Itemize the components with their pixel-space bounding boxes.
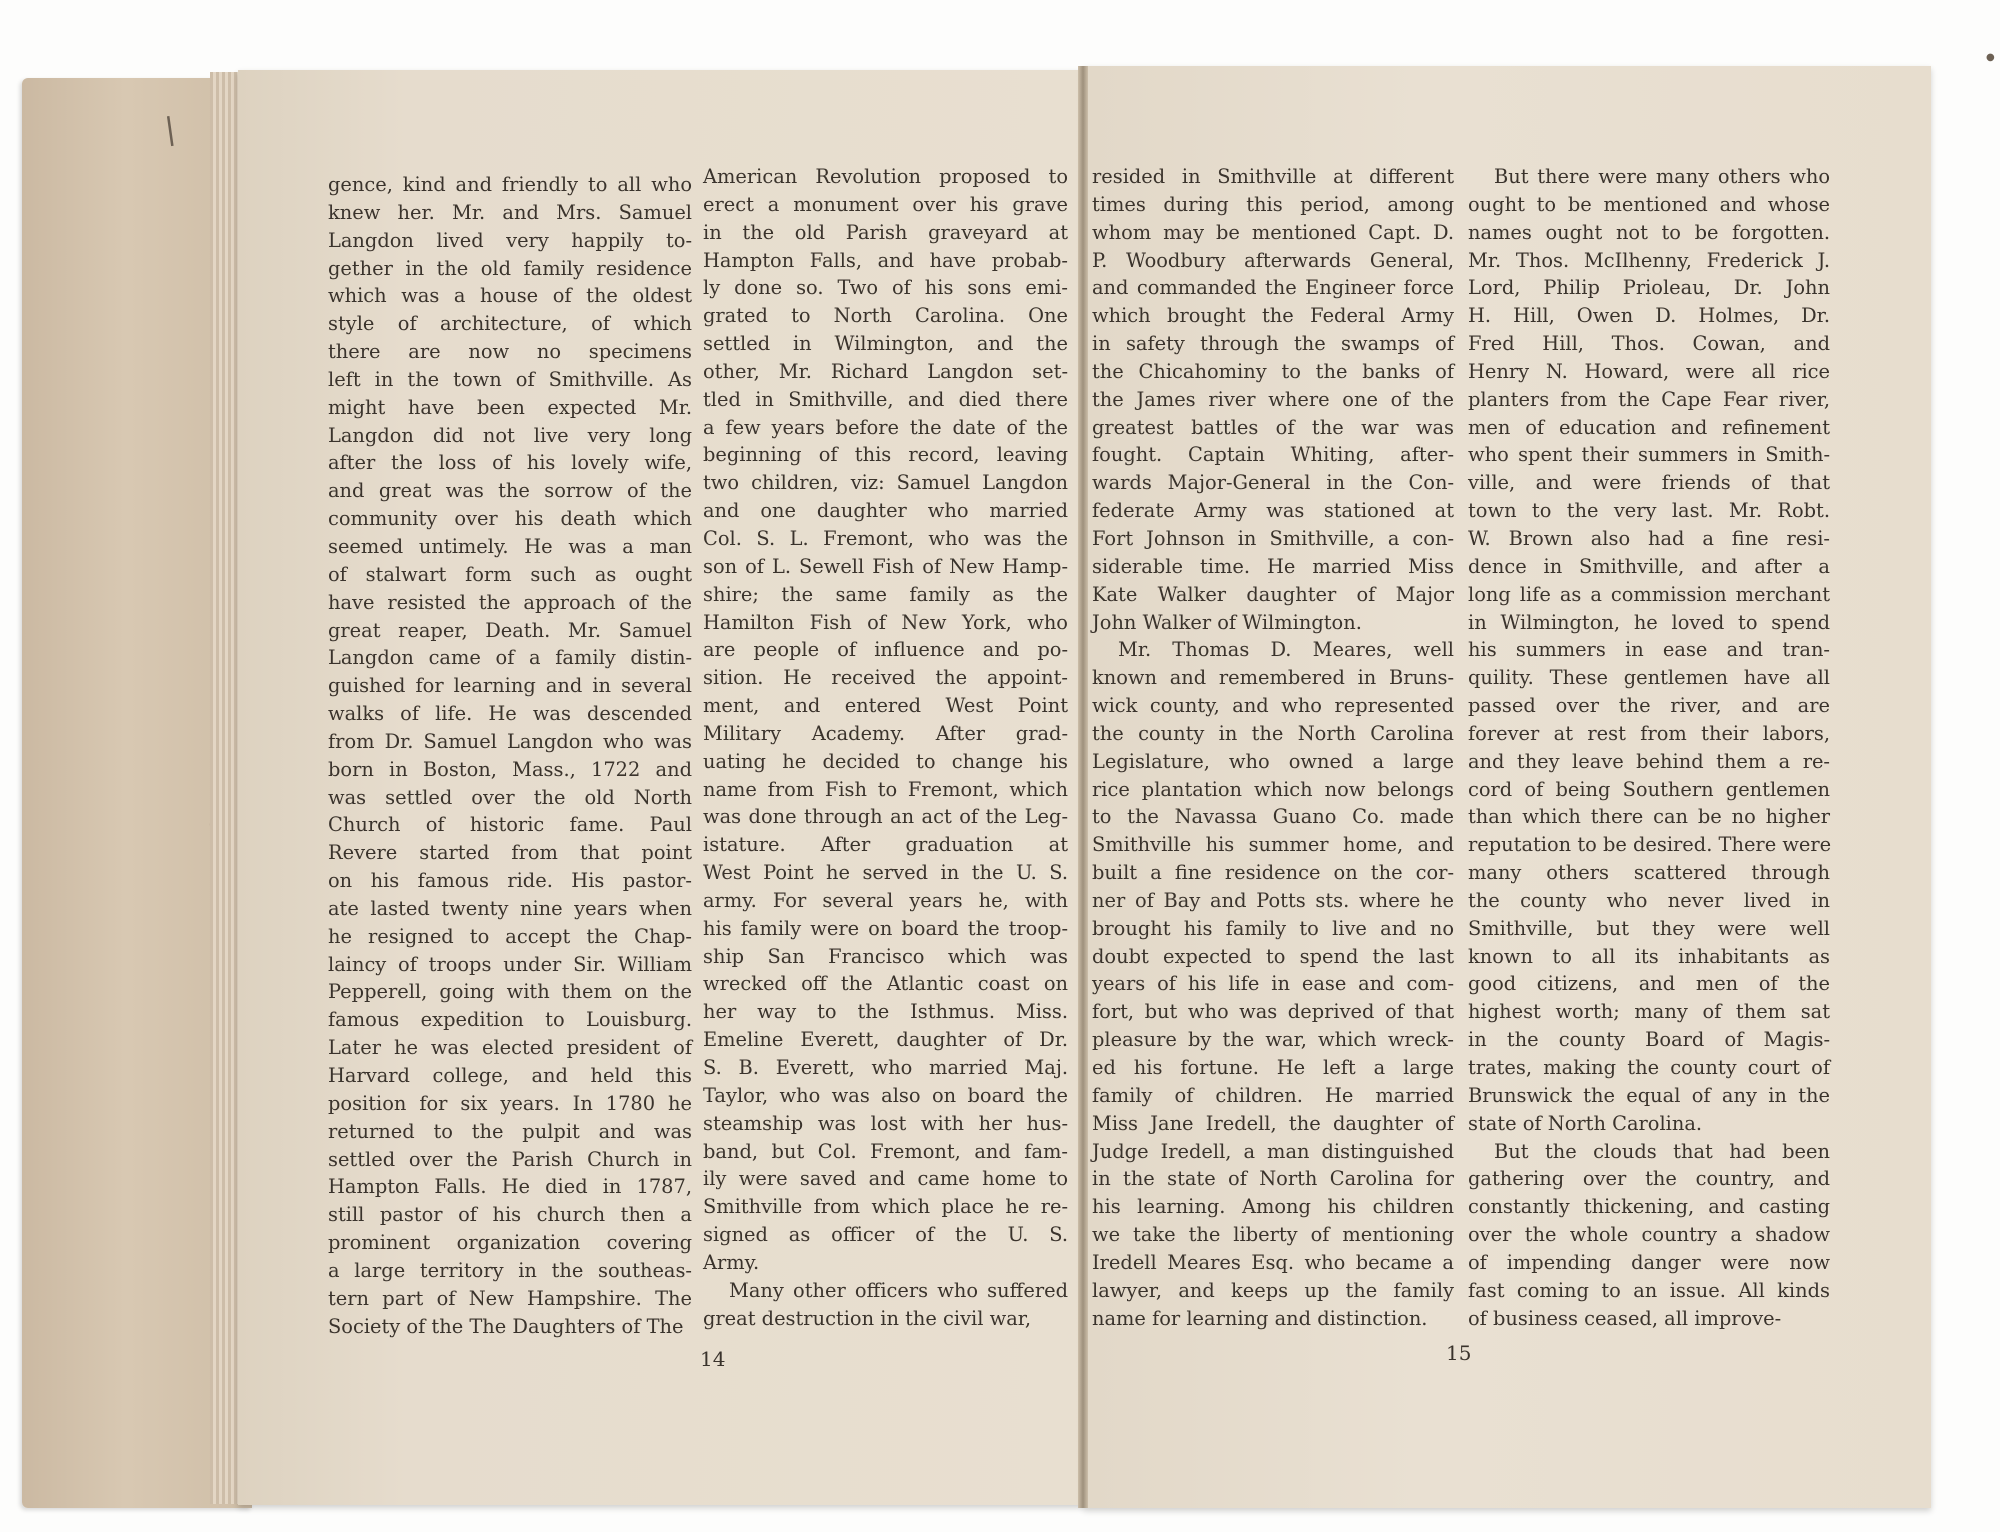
text-line: Judge Iredell, a man distinguished: [1092, 1139, 1454, 1163]
page-number-left: 14: [700, 1347, 726, 1371]
text-line: he resigned to accept the Chap-: [328, 924, 692, 948]
text-line: erect a monument over his grave: [703, 192, 1068, 216]
text-line: pleasure by the war, which wreck-: [1092, 1028, 1454, 1052]
right-page-column-1: [1092, 163, 1454, 1332]
text-line: Army.: [703, 1250, 760, 1274]
text-line: tled in Smithville, and died there: [703, 387, 1068, 411]
text-line: ed his fortune. He left a large: [1092, 1056, 1454, 1079]
text-line: and they leave behind them a re-: [1468, 749, 1830, 773]
text-line: American Revolution proposed to: [703, 165, 1068, 188]
text-line: lawyer, and keeps up the family: [1092, 1278, 1454, 1302]
text-line: of impending danger were now: [1468, 1250, 1830, 1274]
text-line: Lord, Philip Prioleau, Dr. John: [1468, 276, 1830, 300]
text-line: Miss Jane Iredell, the daughter of: [1092, 1111, 1454, 1135]
text-line: Pepperell, going with them on the: [328, 980, 692, 1004]
text-line: the Chicahominy to the banks of: [1092, 359, 1454, 383]
text-line: known and remembered in Bruns-: [1092, 666, 1454, 690]
text-line: and great was the sorrow of the: [328, 479, 692, 503]
text-line: walks of life. He was descended: [328, 702, 692, 726]
text-line: town to the very last. Mr. Robt.: [1468, 499, 1830, 523]
text-line: planters from the Cape Fear river,: [1468, 387, 1830, 411]
text-line: Col. S. L. Fremont, who was the: [703, 526, 1068, 550]
text-line: fast coming to an issue. All kinds: [1468, 1278, 1830, 1302]
text-line: state of North Carolina.: [1468, 1111, 1703, 1135]
text-line: fought. Captain Whiting, after-: [1092, 443, 1454, 467]
text-line: the county in the North Carolina: [1092, 721, 1454, 745]
text-line: shire; the same family as the: [703, 582, 1068, 606]
text-line: the James river where one of the: [1092, 387, 1454, 411]
text-line: ought to be mentioned and whose: [1468, 192, 1830, 216]
text-line: his family were on board the troop-: [703, 916, 1068, 940]
text-line: family of children. He married: [1092, 1083, 1454, 1107]
text-line: born in Boston, Mass., 1722 and: [328, 757, 692, 781]
text-line: left in the town of Smithville. As: [328, 367, 692, 391]
page-number-right: 15: [1446, 1341, 1472, 1365]
text-line: settled in Wilmington, and the: [703, 332, 1068, 356]
text-line: position for six years. In 1780 he: [328, 1091, 692, 1115]
text-line: Hampton Falls, and have probab-: [703, 248, 1068, 272]
text-line: names ought not to be forgotten.: [1468, 220, 1830, 244]
text-line: Smithville his summer home, and: [1092, 833, 1454, 857]
text-line: his learning. Among his children: [1092, 1195, 1454, 1219]
text-line: was settled over the old North: [328, 785, 692, 809]
text-line: we take the liberty of mentioning: [1092, 1223, 1454, 1247]
text-line: Fred Hill, Thos. Cowan, and: [1468, 332, 1830, 356]
text-line: which brought the Federal Army: [1092, 304, 1454, 328]
text-line: But there were many others who: [1494, 165, 1830, 188]
text-line: the county who never lived in: [1468, 888, 1830, 912]
text-line: whom may be mentioned Capt. D.: [1092, 220, 1454, 244]
text-line: and commanded the Engineer force: [1092, 276, 1454, 300]
text-line: grated to North Carolina. One: [703, 304, 1068, 328]
text-line: Emeline Everett, daughter of Dr.: [703, 1028, 1068, 1052]
text-line: was done through an act of the Leg-: [703, 805, 1068, 829]
text-line: which was a house of the oldest: [328, 284, 692, 308]
text-line: name for learning and distinction.: [1092, 1306, 1428, 1330]
text-line: ate lasted twenty nine years when: [328, 896, 692, 920]
text-line: built a fine residence on the cor-: [1092, 861, 1454, 885]
text-line: rice plantation which now belongs: [1092, 777, 1454, 801]
text-line: ily were saved and came home to: [703, 1167, 1068, 1191]
text-line: ment, and entered West Point: [703, 694, 1068, 718]
text-line: Legislature, who owned a large: [1092, 749, 1454, 773]
text-line: Mr. Thomas D. Meares, well: [1118, 638, 1454, 662]
text-line: seemed untimely. He was a man: [328, 534, 692, 558]
text-line: But the clouds that had been: [1494, 1139, 1830, 1163]
text-line: name from Fish to Fremont, which: [703, 777, 1068, 801]
text-line: Revere started from that point: [328, 841, 692, 865]
text-line: long life as a commission merchant: [1468, 582, 1830, 606]
text-line: gathering over the country, and: [1468, 1167, 1830, 1191]
text-line: good citizens, and men of the: [1468, 972, 1830, 996]
text-line: still pastor of his church then a: [328, 1203, 692, 1227]
text-line: men of education and refinement: [1468, 415, 1830, 439]
text-line: there are now no specimens: [328, 340, 692, 364]
text-line: Kate Walker daughter of Major: [1092, 582, 1454, 606]
text-line: have resisted the approach of the: [328, 590, 692, 614]
text-line: in the state of North Carolina for: [1092, 1167, 1454, 1191]
text-line: knew her. Mr. and Mrs. Samuel: [328, 200, 692, 224]
text-line: ner of Bay and Potts sts. where he: [1092, 888, 1454, 912]
text-line: signed as officer of the U. S.: [703, 1223, 1068, 1247]
text-line: great destruction in the civil war,: [703, 1306, 1032, 1330]
text-line: returned to the pulpit and was: [328, 1119, 692, 1143]
text-line: cord of being Southern gentlemen: [1468, 777, 1830, 801]
text-line: brought his family to live and no: [1092, 916, 1454, 940]
text-line: Iredell Meares Esq. who became a: [1092, 1250, 1454, 1274]
text-line: Military Academy. After grad-: [703, 721, 1068, 745]
text-line: H. Hill, Owen D. Holmes, Dr.: [1468, 304, 1830, 328]
text-line: John Walker of Wilmington.: [1092, 610, 1362, 634]
text-line: beginning of this record, leaving: [703, 443, 1068, 467]
text-line: famous expedition to Louisburg.: [328, 1008, 692, 1032]
text-line: istature. After graduation at: [703, 833, 1068, 857]
text-line: tern part of New Hampshire. The: [328, 1286, 692, 1310]
text-line: wick county, and who represented: [1092, 694, 1454, 718]
text-line: federate Army was stationed at: [1092, 499, 1454, 523]
text-line: Hampton Falls. He died in 1787,: [328, 1175, 692, 1199]
text-line: after the loss of his lovely wife,: [328, 451, 692, 475]
text-line: sition. He received the appoint-: [703, 666, 1068, 690]
text-line: Smithville, but they were well: [1468, 916, 1830, 940]
text-line: to the Navassa Guano Co. made: [1092, 805, 1454, 829]
text-line: other, Mr. Richard Langdon set-: [703, 359, 1068, 383]
left-page-column-2: [703, 163, 1068, 1332]
text-line: community over his death which: [328, 507, 692, 531]
text-line: highest worth; many of them sat: [1468, 1000, 1830, 1024]
text-line: many others scattered through: [1468, 861, 1830, 885]
text-line: than which there can be no higher: [1468, 805, 1830, 829]
text-line: ville, and were friends of that: [1468, 471, 1830, 495]
text-line: Langdon lived very happily to-: [328, 228, 692, 252]
text-line: her way to the Isthmus. Miss.: [703, 1000, 1068, 1024]
text-line: Many other officers who suffered: [729, 1278, 1068, 1302]
text-line: dence in Smithville, and after a: [1468, 554, 1830, 578]
text-line: son of L. Sewell Fish of New Hamp-: [703, 554, 1068, 578]
text-line: constantly thickening, and casting: [1468, 1195, 1830, 1219]
text-line: prominent organization covering: [328, 1231, 692, 1255]
text-line: over the whole country a shadow: [1468, 1223, 1830, 1247]
text-line: greatest battles of the war was: [1092, 415, 1454, 439]
text-line: gence, kind and friendly to all who: [328, 173, 692, 196]
text-line: army. For several years he, with: [703, 888, 1068, 912]
text-line: Brunswick the equal of any in the: [1468, 1083, 1830, 1107]
text-line: uating he decided to change his: [703, 749, 1068, 773]
text-line: of stalwart form such as ought: [328, 562, 692, 586]
text-line: Fort Johnson in Smithville, a con-: [1092, 526, 1454, 550]
text-line: West Point he served in the U. S.: [703, 861, 1068, 885]
text-line: ship San Francisco which was: [703, 944, 1068, 968]
text-line: Church of historic fame. Paul: [328, 813, 692, 837]
text-line: Henry N. Howard, were all rice: [1468, 359, 1830, 383]
text-line: ly done so. Two of his sons emi-: [703, 276, 1068, 300]
left-page-column-1: [328, 171, 692, 1340]
text-line: wrecked off the Atlantic coast on: [703, 972, 1068, 996]
text-line: Mr. Thos. McIlhenny, Frederick J.: [1468, 248, 1830, 272]
text-line: in safety through the swamps of: [1092, 332, 1454, 356]
text-line: who spent their summers in Smith-: [1468, 443, 1830, 467]
text-line: band, but Col. Fremont, and fam-: [703, 1139, 1068, 1163]
text-line: his summers in ease and tran-: [1468, 638, 1830, 662]
text-line: Smithville from which place he re-: [703, 1195, 1068, 1219]
text-line: Langdon came of a family distin-: [328, 646, 692, 670]
text-line: and one daughter who married: [703, 499, 1068, 523]
text-line: doubt expected to spend the last: [1092, 944, 1454, 968]
text-line: Hamilton Fish of New York, who: [703, 610, 1068, 634]
text-line: gether in the old family residence: [328, 256, 692, 280]
text-line: on his famous ride. His pastor-: [328, 869, 692, 893]
text-line: settled over the Parish Church in: [328, 1147, 692, 1171]
text-line: siderable time. He married Miss: [1092, 554, 1454, 578]
text-line: great reaper, Death. Mr. Samuel: [328, 618, 692, 642]
text-line: trates, making the county court of: [1468, 1056, 1830, 1079]
text-line: might have been expected Mr.: [328, 395, 692, 419]
text-line: in Wilmington, he loved to spend: [1468, 610, 1830, 634]
text-line: wards Major-General in the Con-: [1092, 471, 1454, 495]
text-line: Later he was elected president of: [328, 1036, 692, 1060]
text-line: P. Woodbury afterwards General,: [1092, 248, 1454, 272]
text-line: W. Brown also had a fine resi-: [1468, 526, 1830, 550]
text-line: known to all its inhabitants as: [1468, 944, 1830, 968]
text-line: are people of influence and po-: [703, 638, 1068, 662]
text-line: years of his life in ease and com-: [1092, 972, 1454, 996]
text-line: two children, viz: Samuel Langdon: [703, 471, 1068, 495]
text-line: forever at rest from their labors,: [1468, 721, 1830, 745]
text-line: passed over the river, and are: [1468, 694, 1830, 718]
text-line: from Dr. Samuel Langdon who was: [328, 729, 692, 753]
text-line: S. B. Everett, who married Maj.: [703, 1056, 1068, 1079]
text-line: fort, but who was deprived of that: [1092, 1000, 1454, 1024]
text-line: style of architecture, of which: [328, 312, 692, 336]
text-line: guished for learning and in several: [328, 674, 692, 698]
text-line: quility. These gentlemen have all: [1468, 666, 1830, 690]
text-line: Society of the The Daughters of The: [328, 1314, 684, 1338]
text-line: in the old Parish graveyard at: [703, 220, 1068, 244]
text-line: a large territory in the southeas-: [328, 1258, 692, 1282]
text-line: Langdon did not live very long: [328, 423, 692, 447]
text-line: laincy of troops under Sir. William: [328, 952, 692, 976]
text-line: resided in Smithville at different: [1092, 165, 1454, 188]
text-line: steamship was lost with her hus-: [703, 1111, 1068, 1135]
right-page-column-2: [1468, 163, 1830, 1332]
text-line: in the county Board of Magis-: [1468, 1028, 1830, 1052]
scan-speck: ●: [1986, 52, 1995, 63]
text-line: of business ceased, all improve-: [1468, 1306, 1782, 1330]
book-gutter: [1078, 66, 1088, 1508]
text-line: a few years before the date of the: [703, 415, 1068, 439]
text-line: times during this period, among: [1092, 192, 1454, 216]
cover-scratch-mark: |: [162, 111, 178, 148]
text-line: Harvard college, and held this: [328, 1064, 692, 1087]
text-line: reputation to be desired. There were: [1468, 833, 1832, 857]
text-line: Taylor, who was also on board the: [703, 1083, 1068, 1107]
